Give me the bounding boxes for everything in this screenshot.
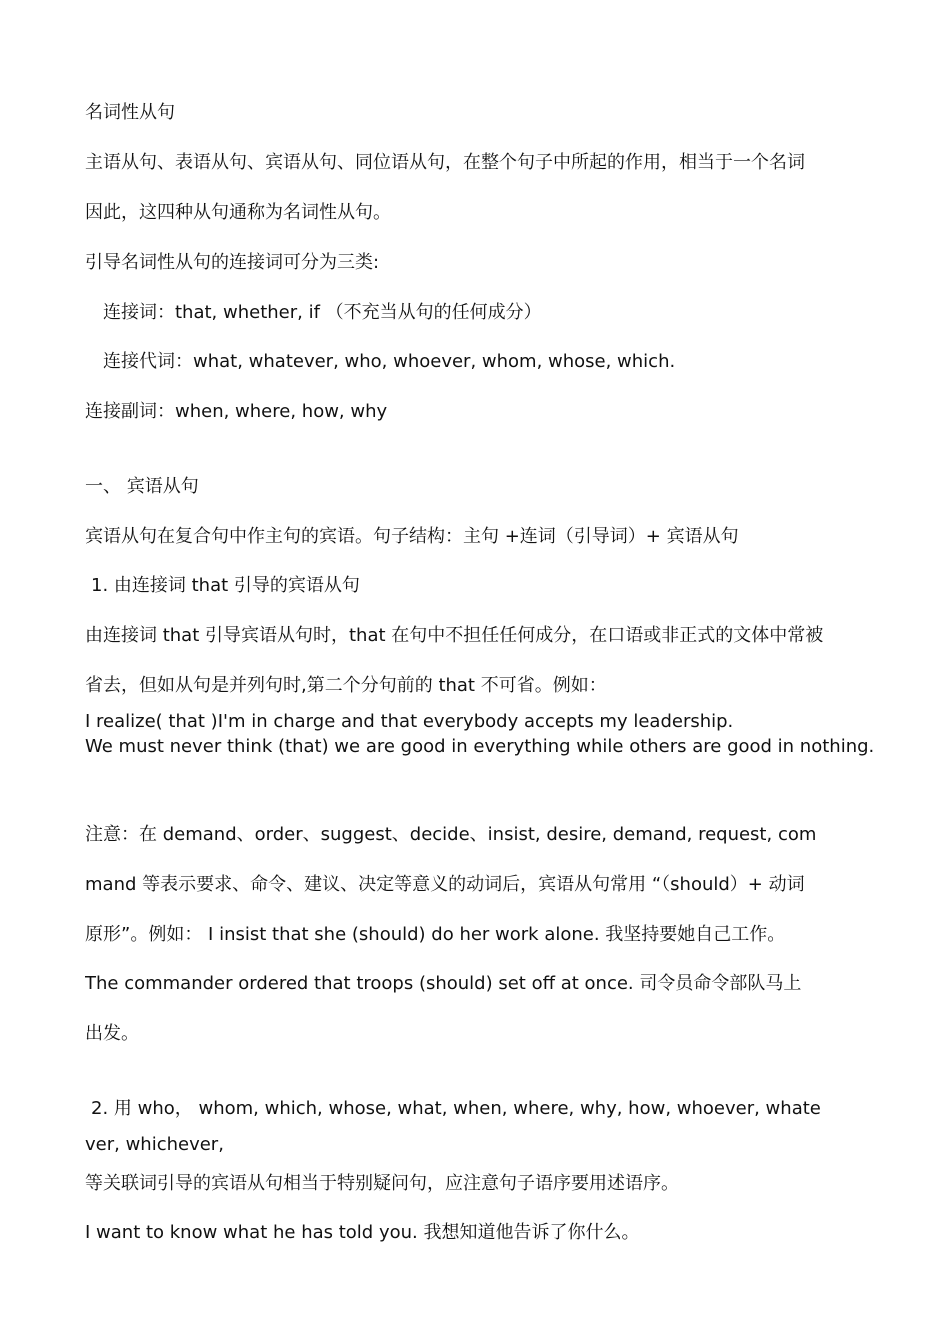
intro-line-1: 主语从句、表语从句、宾语从句、同位语从句，在整个句子中所起的作用，相当于一个名词: [85, 152, 805, 173]
sub1-heading: 1. 由连接词 that 引导的宾语从句: [91, 575, 360, 596]
doc-title: 名词性从句: [85, 102, 175, 123]
connective-words: 连接词：that, whether, if （不充当从句的任何成分）: [103, 302, 542, 323]
sub2-line-1: 2. 用 who， whom, which, whose, what, when, where, why, how, whoever, whate: [91, 1098, 821, 1119]
section1-heading: 一、 宾语从句: [85, 476, 199, 497]
example-2: We must never think (that) we are good in everything while others are good in nothing.: [85, 736, 875, 757]
intro-line-2: 因此，这四种从句通称为名词性从句。: [85, 202, 391, 223]
note-line-5: 出发。: [85, 1023, 139, 1044]
section1-definition: 宾语从句在复合句中作主句的宾语。句子结构：主句 +连词（引导词）+ 宾语从句: [85, 526, 739, 547]
sub1-text-line-2: 省去，但如从句是并列句时,第二个分句前的 that 不可省。例如：: [85, 675, 607, 696]
sub2-line-3: 等关联词引导的宾语从句相当于特别疑问句，应注意句子语序要用述语序。: [85, 1173, 679, 1194]
note-line-2: mand 等表示要求、命令、建议、决定等意义的动词后，宾语从句常用 “（should）+ 动词: [85, 874, 805, 895]
note-line-3: 原形”。例如： I insist that she (should) do her work alone. 我坚持要她自己工作。: [85, 924, 786, 945]
note-line-4: The commander ordered that troops (should) set off at once. 司令员命令部队马上: [85, 973, 802, 994]
sub2-line-2: ver, whichever,: [85, 1134, 224, 1155]
connectives-heading: 引导名词性从句的连接词可分为三类:: [85, 252, 380, 273]
sub1-text-line-1: 由连接词 that 引导宾语从句时，that 在句中不担任任何成分，在口语或非正式的文体中常被: [85, 625, 824, 646]
sub2-example: I want to know what he has told you. 我想知道他告诉了你什么。: [85, 1222, 640, 1243]
example-1: I realize( that )I'm in charge and that everybody accepts my leadership.: [85, 711, 734, 732]
note-line-1: 注意：在 demand、order、suggest、decide、insist, desire, demand, request, com: [85, 824, 817, 845]
connective-adverbs: 连接副词：when, where, how, why: [85, 401, 388, 422]
connective-pronouns: 连接代词：what, whatever, who, whoever, whom, whose, which.: [103, 351, 676, 372]
